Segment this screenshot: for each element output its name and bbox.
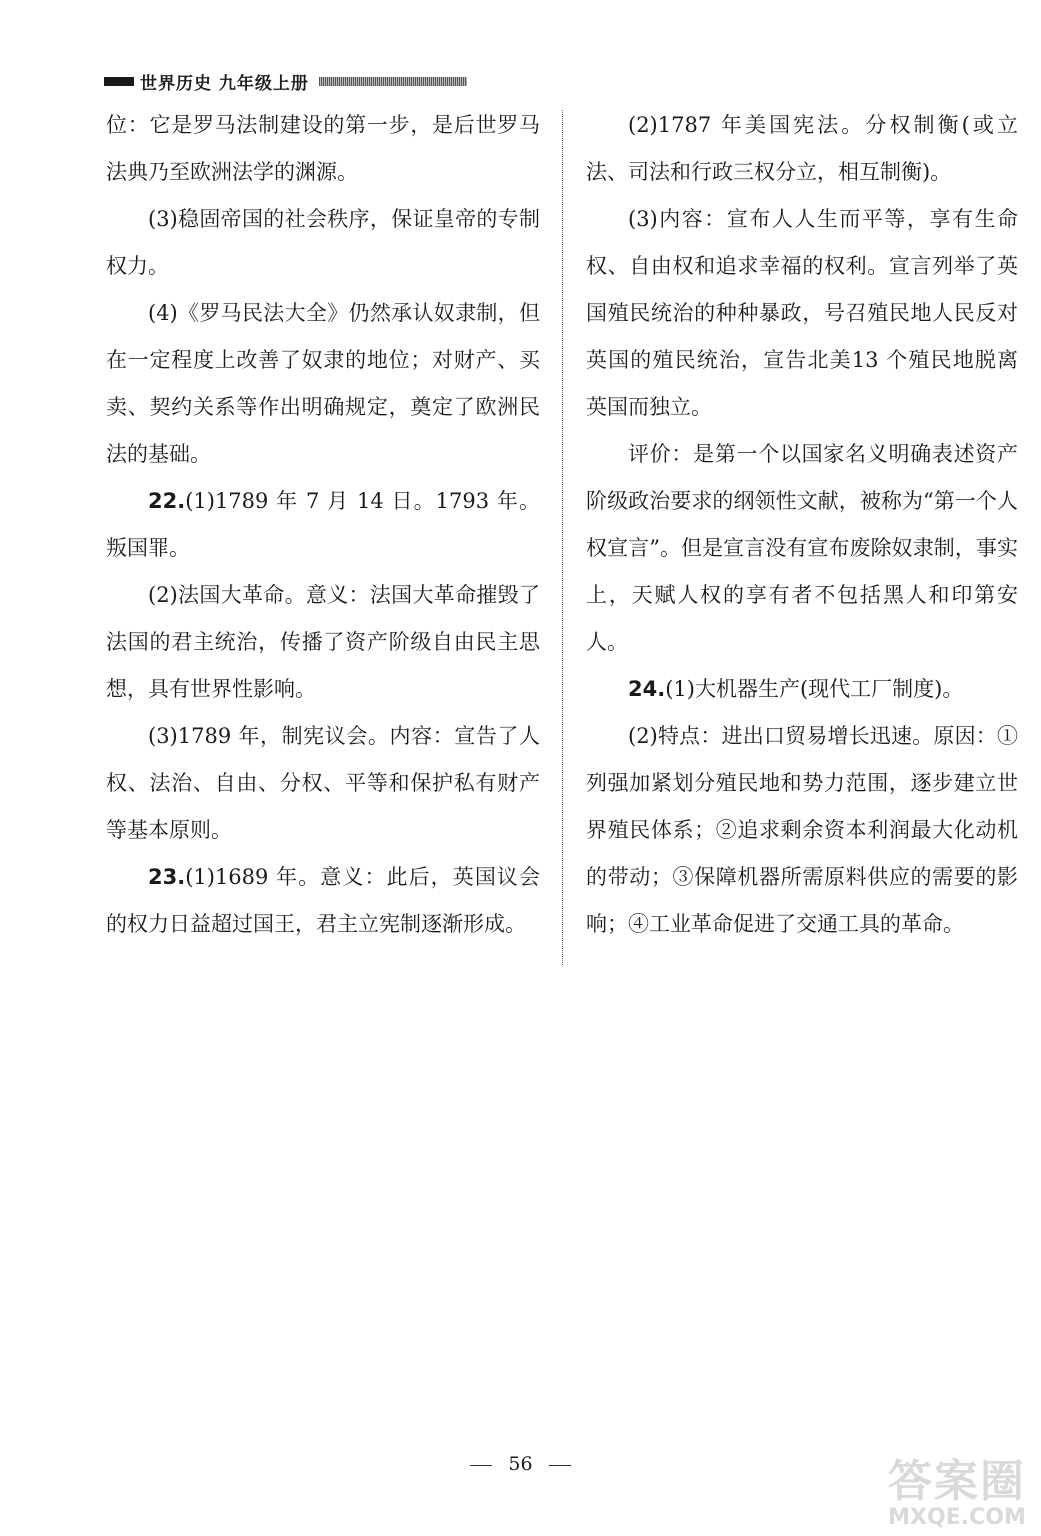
watermark: [887, 1458, 1027, 1530]
question-24: 24.(1)大机器生产(现代工厂制度)。: [628, 677, 964, 701]
watermark-url: MXQE.COM: [888, 1505, 1026, 1530]
left-column: [106, 102, 540, 948]
paragraph: (2)法国大革命。意义：法国大革命摧毁了法国的君主统治，传播了资产阶级自由民主思想，具有世界性影响。: [106, 583, 540, 701]
paragraph: (3)内容：宣布人人生而平等，享有生命权、自由权和追求幸福的权利。宣言列举了英国殖民统治的种种暴政，号召殖民地人民反对英国的殖民统治，宣告北美13 个殖民地脱离英国而独立。: [586, 207, 1018, 419]
footer-dash: [470, 1465, 492, 1466]
page-footer: [0, 1453, 1041, 1475]
paragraph: (3)稳固帝国的社会秩序，保证皇帝的专制权力。: [106, 207, 540, 278]
question-22: 22.(1)1789 年 7 月 14 日。1793 年。叛国罪。: [106, 489, 540, 560]
question-23: 23.(1)1689 年。意义：此后，英国议会的权力日益超过国王，君主立宪制逐渐形成。: [106, 865, 540, 936]
watermark-logo: 答案圈: [888, 1456, 1026, 1507]
question-number: 24.: [628, 677, 666, 701]
header-bar-right: [319, 77, 467, 86]
header-title: 世界历史 九年级上册: [140, 73, 309, 94]
paragraph: (3)1789 年，制宪议会。内容：宣告了人权、法治、自由、分权、平等和保护私有财产等基本原则。: [106, 724, 540, 842]
header-bar-left: [104, 77, 134, 86]
question-number: 22.: [148, 489, 186, 513]
paragraph: 评价：是第一个以国家名义明确表述资产阶级政治要求的纲领性文献，被称为“第一个人权宣言”。但是宣言没有宣布废除奴隶制，事实上，天赋人权的享有者不包括黑人和印第安人。: [586, 442, 1018, 654]
footer-dash: [549, 1465, 571, 1466]
paragraph: (4)《罗马民法大全》仍然承认奴隶制，但在一定程度上改善了奴隶的地位；对财产、买卖、契约关系等作出明确规定，奠定了欧洲民法的基础。: [106, 301, 540, 466]
page-number: 56: [508, 1453, 533, 1475]
question-number: 23.: [148, 865, 186, 889]
page-header: [104, 70, 467, 92]
paragraph: (2)特点：进出口贸易增长迅速。原因：①列强加紧划分殖民地和势力范围，逐步建立世界殖民体系；②追求剩余资本利润最大化动机的带动；③保障机器所需原料供应的需要的影响；④工业革命促进了交通工具的革命。: [586, 724, 1018, 936]
paragraph: 位：它是罗马法制建设的第一步，是后世罗马法典乃至欧洲法学的渊源。: [106, 113, 540, 184]
right-column: [586, 102, 1018, 948]
column-divider: [562, 110, 563, 965]
paragraph: (2)1787 年美国宪法。分权制衡(或立法、司法和行政三权分立，相互制衡)。: [586, 113, 1018, 184]
